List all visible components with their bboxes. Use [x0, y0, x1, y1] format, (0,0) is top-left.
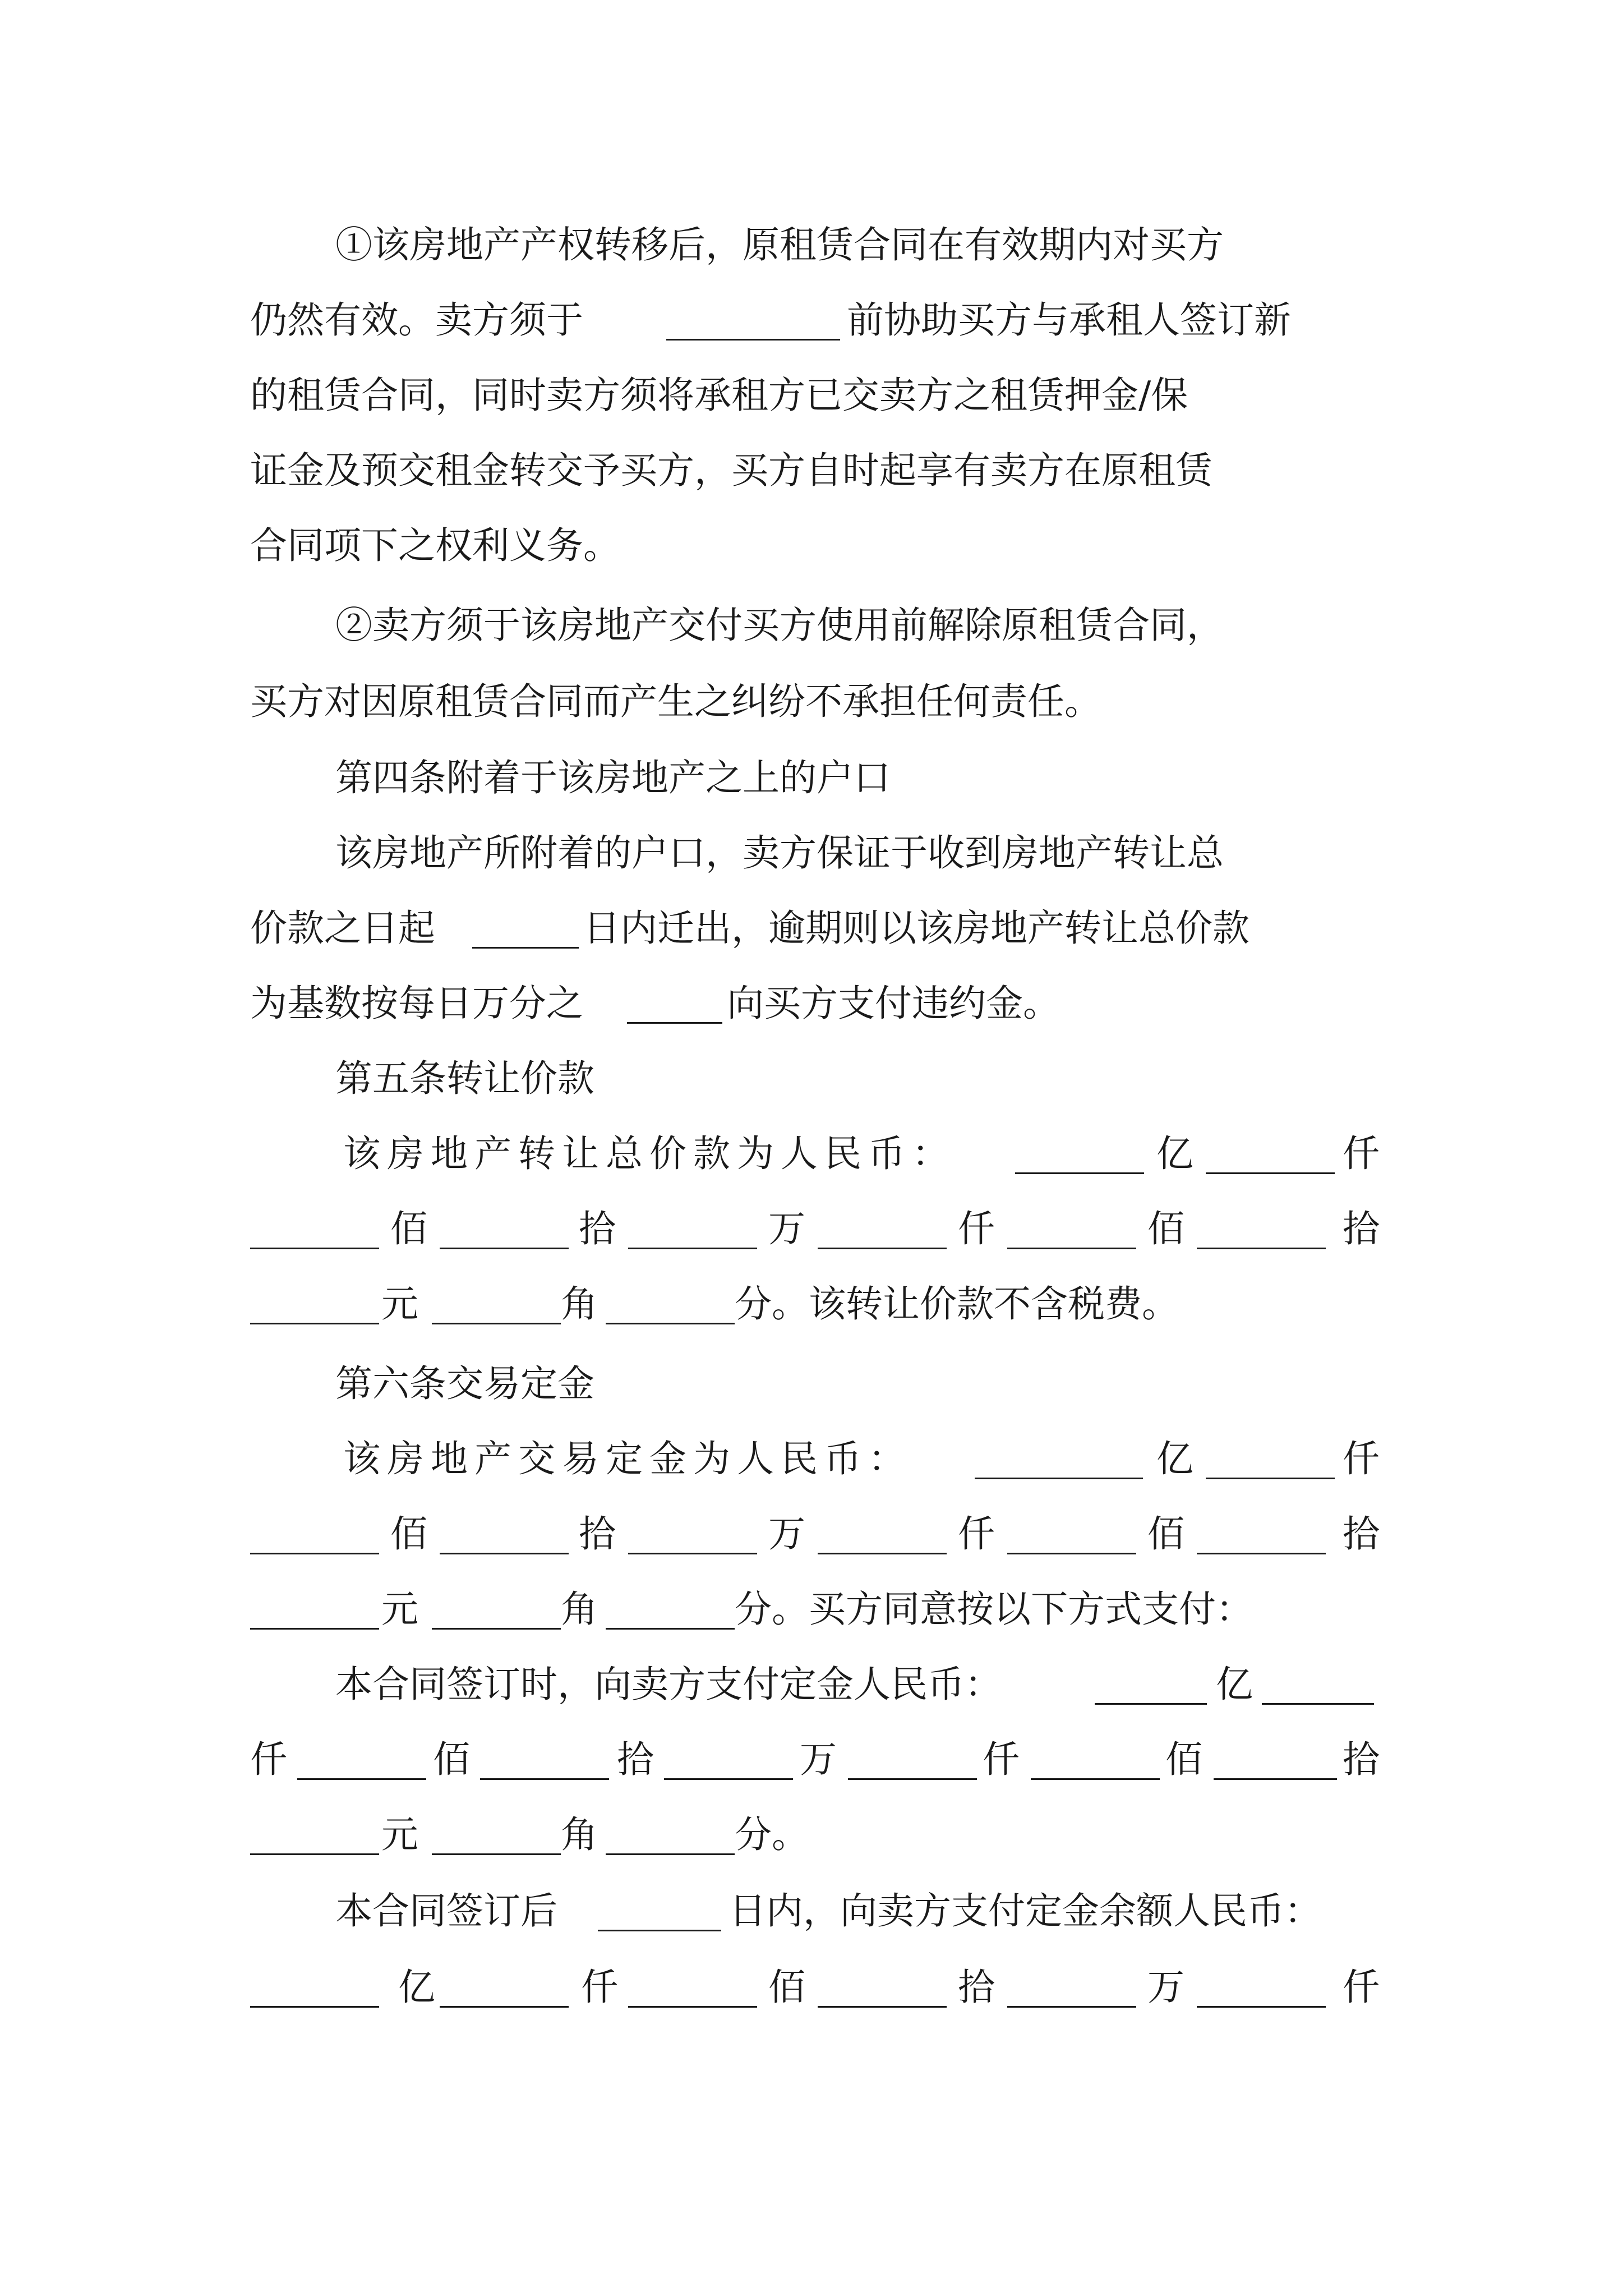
text: 本合同签订时，向卖方支付定金人民币：	[335, 1663, 1002, 1706]
unit-label: 元	[381, 1588, 418, 1631]
amount-line	[0, 1198, 1623, 1260]
paragraph-line	[0, 214, 1623, 276]
fill-blank[interactable]	[1031, 1746, 1160, 1780]
paragraph-line	[0, 289, 1623, 351]
unit-label: 分。	[735, 1813, 809, 1856]
unit-label: 亿	[1156, 1132, 1193, 1175]
fill-blank[interactable]	[818, 1973, 947, 2008]
amount-line	[0, 1654, 1623, 1715]
unit-label: 角	[561, 1282, 598, 1326]
fill-blank[interactable]	[432, 1595, 561, 1630]
unit-label: 仟	[1343, 1132, 1380, 1175]
text: 价款之日起	[250, 907, 435, 950]
fill-blank[interactable]	[1015, 1140, 1144, 1174]
unit-label: 万	[768, 1207, 805, 1250]
text: 仍然有效。卖方须于	[250, 298, 583, 342]
text: 的租赁合同，同时卖方须将承租方已交卖方之租赁押金/保	[250, 374, 1188, 417]
fill-blank[interactable]	[628, 1520, 757, 1554]
fill-blank[interactable]	[666, 306, 840, 341]
fill-blank[interactable]	[627, 990, 722, 1024]
amount-line	[0, 1804, 1623, 1866]
unit-label: 拾	[958, 1966, 995, 2009]
amount-line	[0, 1957, 1623, 2018]
fill-blank[interactable]	[1095, 1671, 1207, 1705]
amount-line	[0, 1428, 1623, 1490]
paragraph-line	[0, 898, 1623, 959]
unit-label: 拾	[617, 1738, 654, 1781]
text: 该房地产所附着的户口，卖方保证于收到房地产转让总	[335, 831, 1224, 875]
paragraph-line	[0, 515, 1623, 577]
text: 分。买方同意按以下方式支付：	[735, 1588, 1253, 1631]
fill-blank[interactable]	[606, 1821, 735, 1855]
text: 为基数按每日万分之	[250, 982, 583, 1025]
section-heading	[0, 747, 1623, 809]
fill-blank[interactable]	[250, 1290, 379, 1324]
unit-label: 佰	[768, 1966, 805, 2009]
fill-blank[interactable]	[1197, 1520, 1326, 1554]
fill-blank[interactable]	[848, 1746, 977, 1780]
fill-blank[interactable]	[250, 1821, 379, 1855]
amount-line	[0, 1123, 1623, 1185]
fill-blank[interactable]	[975, 1445, 1143, 1479]
fill-blank[interactable]	[250, 1595, 379, 1630]
unit-label: 仟	[1343, 1437, 1380, 1480]
fill-blank[interactable]	[1197, 1215, 1326, 1249]
unit-label: 万	[1147, 1966, 1184, 2009]
unit-label: 拾	[1343, 1512, 1380, 1556]
paragraph-line	[0, 822, 1623, 884]
unit-label: 仟	[250, 1738, 287, 1781]
unit-label: 仟	[958, 1512, 995, 1556]
fill-blank[interactable]	[432, 1821, 561, 1855]
text: ①该房地产产权转移后，原租赁合同在有效期内对买方	[335, 223, 1224, 266]
fill-blank[interactable]	[440, 1973, 569, 2008]
fill-blank[interactable]	[628, 1973, 757, 2008]
paragraph-line	[0, 671, 1623, 733]
unit-label: 佰	[1147, 1512, 1184, 1556]
text: 该房地产交易定金为人民币：	[343, 1437, 912, 1480]
unit-label: 拾	[579, 1207, 616, 1250]
paragraph-line	[0, 440, 1623, 501]
text: 合同项下之权利义务。	[250, 524, 620, 567]
unit-label: 亿	[1156, 1437, 1193, 1480]
fill-blank[interactable]	[1206, 1445, 1335, 1479]
unit-label: 角	[561, 1588, 598, 1631]
unit-label: 佰	[390, 1207, 427, 1250]
unit-label: 佰	[1165, 1738, 1202, 1781]
unit-label: 亿	[398, 1966, 435, 2009]
text: 日内迁出，逾期则以该房地产转让总价款	[583, 907, 1249, 950]
fill-blank[interactable]	[606, 1595, 735, 1630]
unit-label: 佰	[1147, 1207, 1184, 1250]
fill-blank[interactable]	[297, 1746, 426, 1780]
unit-label: 元	[381, 1813, 418, 1856]
fill-blank[interactable]	[598, 1897, 721, 1931]
fill-blank[interactable]	[1197, 1973, 1326, 2008]
unit-label: 元	[381, 1282, 418, 1326]
unit-label: 拾	[579, 1512, 616, 1556]
fill-blank[interactable]	[480, 1746, 609, 1780]
fill-blank[interactable]	[664, 1746, 793, 1780]
unit-label: 仟	[983, 1738, 1020, 1781]
section-heading	[0, 1048, 1623, 1110]
fill-blank[interactable]	[250, 1973, 379, 2008]
unit-label: 佰	[390, 1512, 427, 1556]
article-title: 第六条交易定金	[335, 1362, 594, 1405]
fill-blank[interactable]	[440, 1520, 569, 1554]
fill-blank[interactable]	[440, 1215, 569, 1249]
article-title: 第四条附着于该房地产之上的户口	[335, 756, 891, 799]
fill-blank[interactable]	[606, 1290, 735, 1324]
paragraph-line	[0, 365, 1623, 426]
fill-blank[interactable]	[1206, 1140, 1335, 1174]
fill-blank[interactable]	[1007, 1215, 1136, 1249]
amount-line	[0, 1503, 1623, 1565]
fill-blank[interactable]	[250, 1520, 379, 1554]
article-title: 第五条转让价款	[335, 1057, 594, 1100]
paragraph-line	[0, 973, 1623, 1034]
fill-blank[interactable]	[818, 1215, 947, 1249]
paragraph-line	[0, 595, 1623, 656]
unit-label: 亿	[1216, 1663, 1253, 1706]
unit-label: 仟	[581, 1966, 618, 2009]
unit-label: 拾	[1343, 1207, 1380, 1250]
amount-line	[0, 1729, 1623, 1791]
fill-blank[interactable]	[1214, 1746, 1337, 1780]
fill-blank[interactable]	[472, 914, 579, 949]
fill-blank[interactable]	[432, 1290, 561, 1324]
fill-blank[interactable]	[1007, 1520, 1136, 1554]
text: 本合同签订后	[335, 1889, 557, 1932]
text: 日内，向卖方支付定金余额人民币：	[729, 1889, 1321, 1932]
fill-blank[interactable]	[628, 1215, 757, 1249]
unit-label: 仟	[1343, 1966, 1380, 2009]
unit-label: 仟	[958, 1207, 995, 1250]
unit-label: 角	[561, 1813, 598, 1856]
text: ②卖方须于该房地产交付买方使用前解除原租赁合同，	[335, 604, 1224, 647]
amount-line	[0, 1273, 1623, 1335]
fill-blank[interactable]	[250, 1215, 379, 1249]
amount-line	[0, 1579, 1623, 1640]
section-heading	[0, 1353, 1623, 1415]
unit-label: 佰	[433, 1738, 470, 1781]
text: 向买方支付违约金。	[727, 982, 1060, 1025]
unit-label: 万	[768, 1512, 805, 1556]
fill-blank[interactable]	[818, 1520, 947, 1554]
text: 证金及预交租金转交予买方，买方自时起享有卖方在原租赁	[250, 449, 1212, 492]
unit-label: 拾	[1343, 1738, 1380, 1781]
text: 前协助买方与承租人签订新	[847, 298, 1291, 342]
text: 买方对因原租赁合同而产生之纠纷不承担任何责任。	[250, 680, 1101, 723]
fill-blank[interactable]	[1007, 1973, 1136, 2008]
text: 分。该转让价款不含税费。	[735, 1282, 1179, 1326]
text: 该房地产转让总价款为人民币：	[343, 1132, 956, 1175]
fill-blank[interactable]	[1262, 1671, 1374, 1705]
amount-line	[0, 1880, 1623, 1942]
unit-label: 万	[800, 1738, 837, 1781]
